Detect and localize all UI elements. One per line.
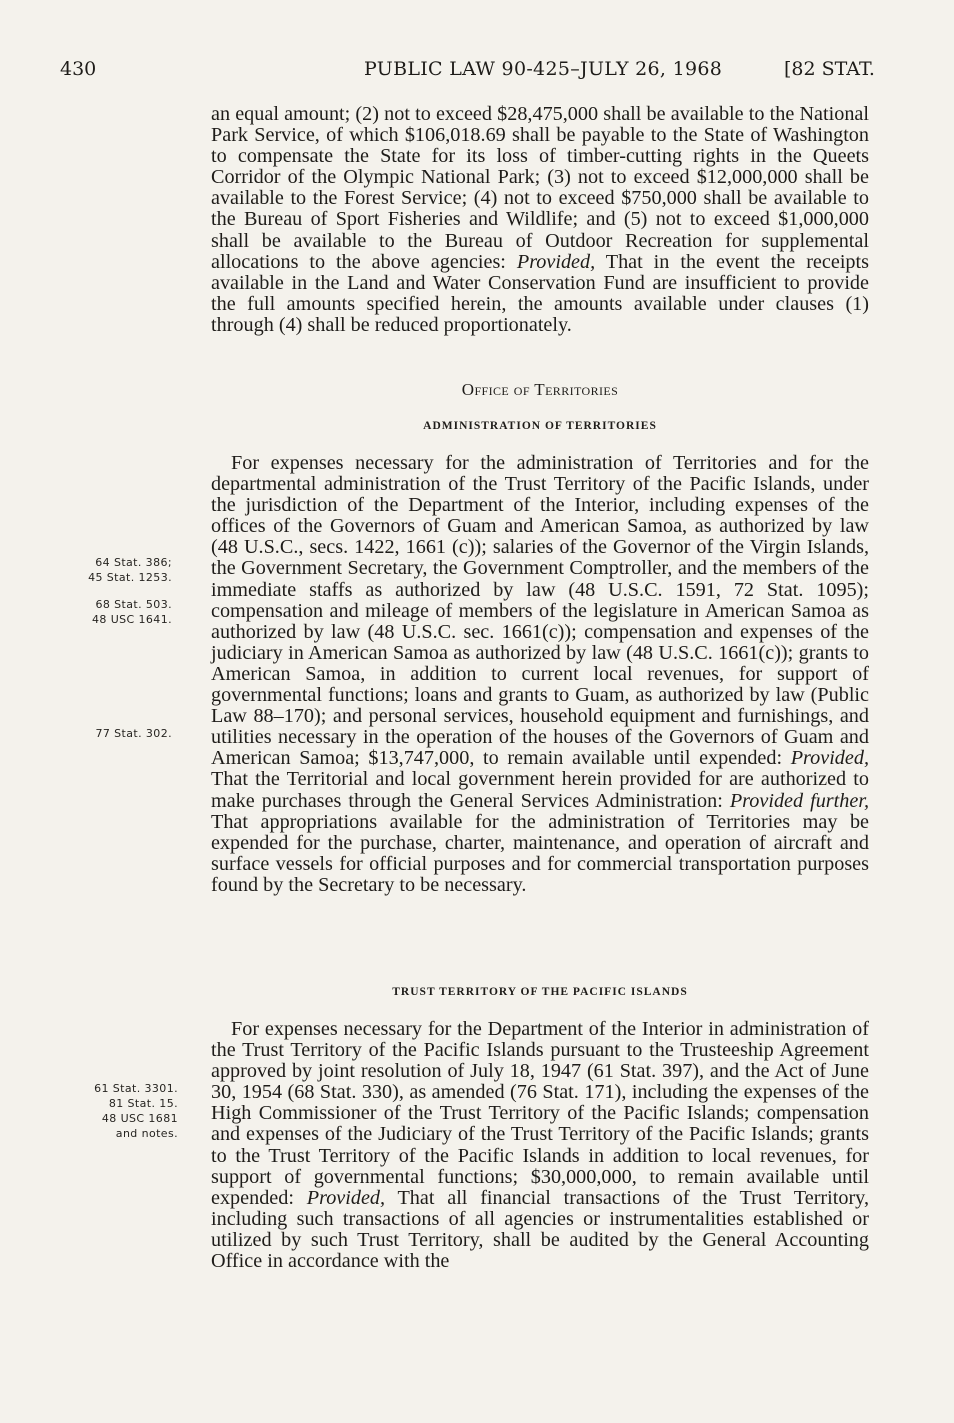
- text-run: an equal amount; (2) not to exceed $28,475,000 shall be available to the National Park Service, of which $106,018.69 shall be payable to the State of Washington to compensate the State for its loss of timber-cutting rights in the Queets Corridor of the Olympic National Park; (3) not to exceed $12,000,000 shall be available to the Forest Service; (4) not to exceed $750,000 shall be available to the Bureau of Sport Fisheries and Wildlife; and (5) not to exceed $1,000,000 shall be available to the Bureau of Outdoor Recreation for supplemental allocations to the above agencies:: [211, 103, 869, 273]
- margin-note-line: 45 Stat. 1253.: [88, 571, 172, 584]
- italic-provided-further: Provided further,: [729, 789, 869, 812]
- running-title: PUBLIC LAW 90-425–JULY 26, 1968: [364, 58, 723, 80]
- text-run: That all financial transactions of the Trust Territory, including such transactions of all agencies or instrumentalities established or utilized by such Trust Territory, shall be audited by the General Accounting Office in accordance with the: [211, 1186, 869, 1273]
- text-run: That appropriations available for the administration of Territories may be expended for the purchase, charter, maintenance, and operation of aircraft and surface vessels for official purposes and for commercial transportation purposes found by the Secretary to be necessary.: [211, 810, 869, 896]
- margin-note-line: and notes.: [115, 1127, 178, 1140]
- heading-trust-territory: TRUST TERRITORY OF THE PACIFIC ISLANDS: [392, 986, 688, 998]
- paragraph-administration-territories: [211, 453, 869, 896]
- margin-note-line: 48 USC 1681: [101, 1112, 178, 1125]
- italic-provided: Provided,: [790, 747, 869, 770]
- margin-note-line: 48 USC 1641.: [92, 613, 172, 626]
- margin-note-68-stat: [50, 597, 172, 627]
- paragraph-trust-territory: [211, 1019, 869, 1272]
- text-run: For expenses necessary for the Department of the Interior in administration of the Trust Territory of the Pacific Islands pursuant to the Trusteeship Agreement approved by joint resolution of July 18, 1947 (61 Stat. 397), and the Act of June 30, 1954 (68 Stat. 330), as amended (76 Stat. 171), including the expenses of the High Commissioner of the Trust Territory of the Pacific Islands; compensation and expenses of the Judiciary of the Trust Territory of the Pacific Islands; grants to the Trust Territory of the Pacific Islands in addition to local revenues, for support of governmental functions; $30,000,000, to remain available until expended:: [211, 1018, 869, 1209]
- margin-note-line: 64 Stat. 386;: [95, 556, 172, 569]
- margin-note-64-stat: [50, 555, 172, 585]
- text-run: That in the event the receipts available in the Land and Water Conservation Fund are insufficient to provide the full amounts specified herein, the amounts available under clauses (1) through (4) shall be reduced proportionately.: [211, 250, 869, 336]
- margin-note-line: 68 Stat. 503.: [95, 598, 172, 611]
- margin-note-line: 61 Stat. 3301.: [94, 1082, 178, 1095]
- margin-note-line: 77 Stat. 302.: [95, 727, 172, 740]
- text-run: For expenses necessary for the administration of Territories and for the departmental administration of the Trust Territory of the Pacific Islands, under the jurisdiction of the Department of the Interior, including expenses of the offices of the Governors of Guam and American Samoa, as authorized by law (48 U.S.C., secs. 1422, 1661 (c)); salaries of the Governor of the Virgin Islands, the Government Secretary, the Government Comptroller, and the members of the immediate staffs as authorized by law (48 U.S.C. 1591, 72 Stat. 1095); compensation and mileage of members of the legislature in American Samoa as authorized by law (48 U.S.C. sec. 1661(c)); compensation and expenses of the judiciary in American Samoa as authorized by law (48 U.S.C. 1661(c)); grants to American Samoa, in addition to current local revenues, for support of governmental functions; loans and grants to Guam, as authorized by law (Public Law 88–170); and personal services, household equipment and furnishings, and utilities necessary in the operation of the houses of the Governors of Guam and American Samoa; $13,747,000, to remain available until expended:: [211, 452, 869, 770]
- italic-provided: Provided,: [306, 1186, 386, 1209]
- heading-administration-of-territories: ADMINISTRATION OF TERRITORIES: [423, 420, 657, 432]
- margin-note-77-stat: [50, 726, 172, 741]
- page-number: 430: [60, 58, 97, 80]
- heading-office-of-territories: Office of Territories: [461, 380, 619, 399]
- paragraph-land-water-fund: [211, 104, 869, 336]
- italic-provided: Provided,: [516, 250, 596, 273]
- text-run: That the Territorial and local government herein provided for are authorized to make purchases through the General Services Administration:: [211, 768, 869, 812]
- statute-volume: [82 STAT.: [784, 58, 875, 80]
- page-header: [0, 58, 954, 90]
- margin-note-line: 81 Stat. 15.: [108, 1097, 178, 1110]
- margin-note-61-stat: [56, 1081, 178, 1141]
